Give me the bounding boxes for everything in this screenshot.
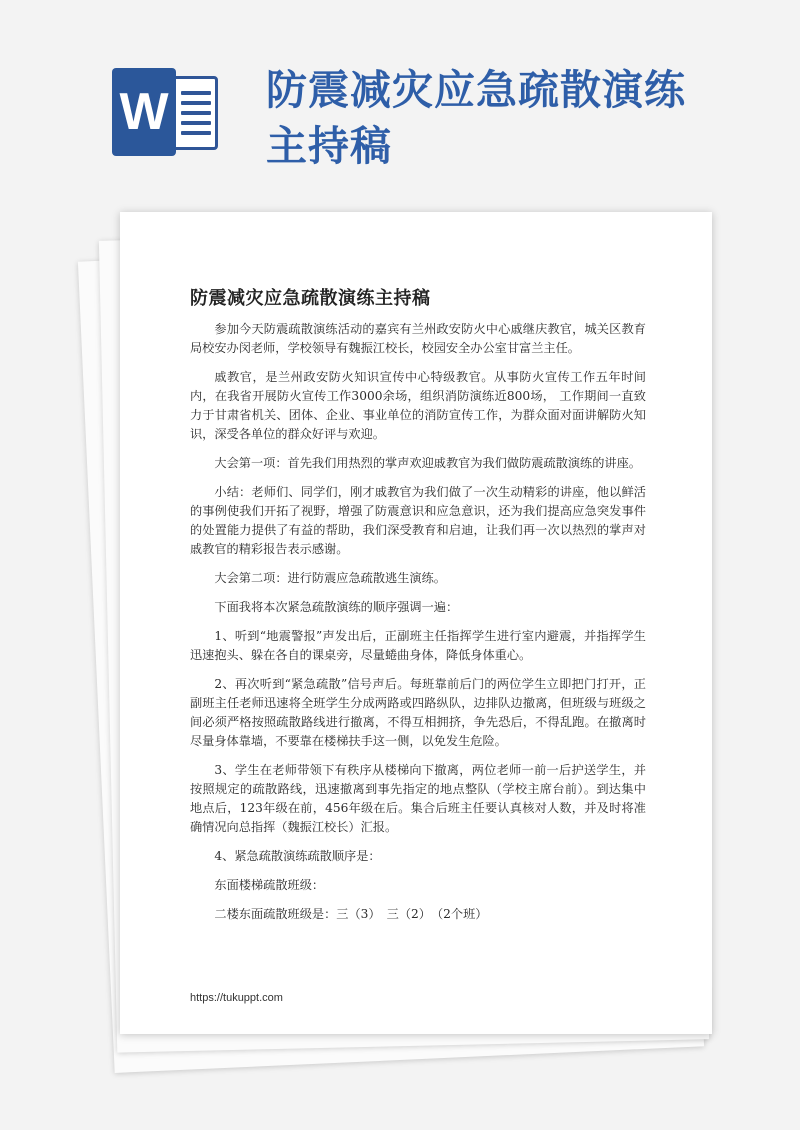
word-document-icon	[112, 68, 218, 156]
word-letter-badge: W	[112, 68, 176, 156]
paragraph: 2、再次听到“紧急疏散”信号声后。每班靠前后门的两位学生立即把门打开，正副班主任老师迅速将全班学生分成两路或四路纵队，边排队边撤离，但班级与班级之间必须严格按照疏散路线进行撤离，不得互相拥挤，争先恐后，不得乱跑。在撤离时尽量身体靠墙，不要靠在楼梯扶手这一侧，以免发生危险。	[190, 677, 646, 748]
banner-title: 防震减灾应急疏散演练主持稿	[266, 66, 686, 170]
paragraph: 1、听到“地震警报”声发出后，正副班主任指挥学生进行室内避震，并指挥学生迅速抱头、躲在各自的课桌旁，尽量蜷曲身体，降低身体重心。	[190, 629, 646, 662]
paragraph: 东面楼梯疏散班级：	[214, 878, 325, 892]
paragraph: 二楼东面疏散班级是：三（3） 三（2） （2个班）	[214, 907, 488, 921]
document-page	[120, 212, 712, 1034]
paragraph: 参加今天防震疏散演练活动的嘉宾有兰州政安防火中心戚继庆教官，城关区教育局校安办闵老师，学校领导有魏振江校长，校园安全办公室甘富兰主任。	[190, 322, 646, 355]
paragraph: 3、学生在老师带领下有秩序从楼梯向下撤离，两位老师一前一后护送学生，并按照规定的疏散路线，迅速撤离到事先指定的地点整队（学校主席台前）。到达集中地点后，123年级在前，456年级在后。集合后班主任要认真核对人数，并及时将准确情况向总指挥（魏振江校长）汇报。	[190, 763, 646, 834]
document-body	[190, 320, 646, 934]
paragraph: 大会第二项：进行防震应急疏散逃生演练。	[214, 571, 446, 585]
paragraph: 戚教官，是兰州政安防火知识宣传中心特级教官。从事防火宣传工作五年时间内，在我省开展防火宣传工作3000余场，组织消防演练近800场， 工作期间一直致力于甘肃省机关、团体、企业、事业单位的消防宣传工作，为群众面对面讲解防火知识，深受各单位的群众好评与欢迎。	[190, 370, 646, 441]
paragraph: 4、紧急疏散演练疏散顺序是：	[214, 849, 381, 863]
paragraph: 大会第一项：首先我们用热烈的掌声欢迎戚教官为我们做防震疏散演练的讲座。	[214, 456, 641, 470]
paragraph: 小结：老师们、同学们，刚才戚教官为我们做了一次生动精彩的讲座，他以鲜活的事例使我们开拓了视野，增强了防震意识和应急意识，还为我们提高应急突发事件的处置能力提供了有益的帮助，我们深受教育和启迪，让我们再一次以热烈的掌声对戚教官的精彩报告表示感谢。	[190, 485, 646, 556]
paragraph: 下面我将本次紧急疏散演练的顺序强调一遍：	[214, 600, 459, 614]
document-title: 防震减灾应急疏散演练主持稿	[190, 288, 431, 309]
footer-url: https://tukuppt.com	[190, 992, 283, 1004]
